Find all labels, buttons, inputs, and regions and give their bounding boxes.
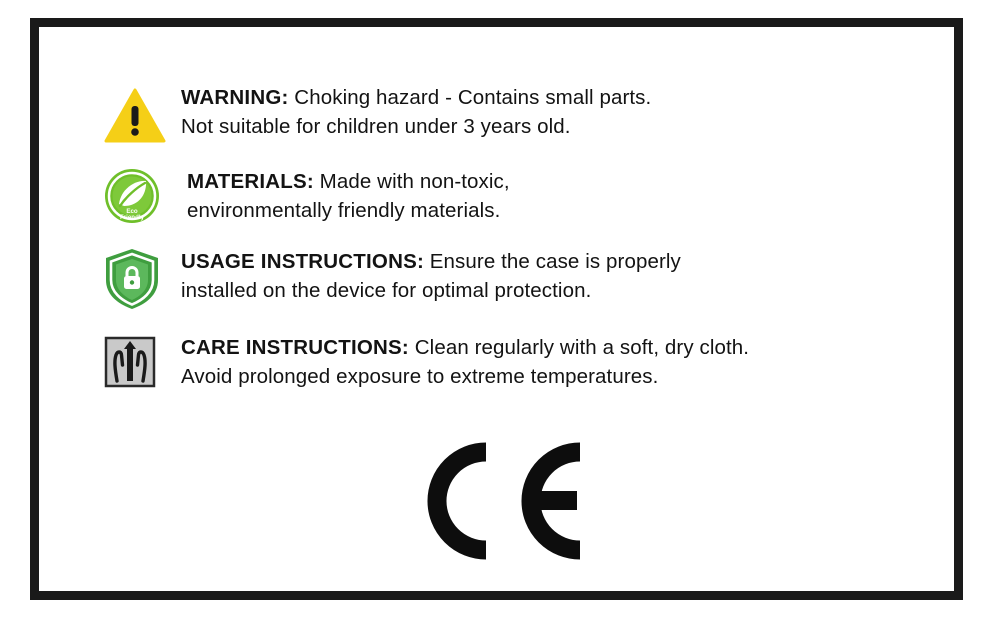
- shield-protection-icon: [103, 247, 181, 311]
- ce-mark-container: [39, 442, 954, 565]
- handle-with-care-icon: [103, 333, 181, 389]
- usage-line-1: Ensure the case is properly: [423, 250, 681, 274]
- warning-line-1: Choking hazard - Contains small parts.: [288, 86, 652, 109]
- care-line-2: Avoid prolonged exposure to extreme temperatures.: [181, 365, 659, 389]
- usage-heading: USAGE INSTRUCTIONS:: [181, 250, 424, 274]
- usage-text: [181, 247, 923, 305]
- row-warning: [103, 83, 923, 145]
- warning-heading: WARNING:: [181, 86, 289, 109]
- row-usage-instructions: [103, 247, 923, 311]
- row-care-instructions: [103, 333, 923, 391]
- materials-text: [181, 167, 923, 225]
- materials-line-1: Made with non-toxic,: [313, 170, 510, 193]
- info-rows: [103, 83, 923, 413]
- ce-mark-icon: [402, 442, 592, 560]
- care-heading: CARE INSTRUCTIONS:: [181, 336, 409, 360]
- warning-triangle-icon: [103, 83, 181, 145]
- usage-line-2: installed on the device for optimal protection.: [181, 279, 592, 303]
- materials-heading: MATERIALS:: [187, 170, 314, 193]
- care-text: [181, 333, 923, 391]
- warning-line-2: Not suitable for children under 3 years old.: [181, 115, 571, 139]
- product-label-card: [30, 18, 963, 600]
- care-line-1: Clean regularly with a soft, dry cloth.: [408, 336, 750, 360]
- materials-line-2: environmentally friendly materials.: [187, 199, 501, 223]
- warning-text: [181, 83, 923, 141]
- eco-friendly-leaf-icon: [103, 167, 181, 225]
- row-materials: [103, 167, 923, 225]
- svg-text:Eco: Eco: [126, 208, 138, 215]
- svg-text:Friendly: Friendly: [119, 214, 145, 221]
